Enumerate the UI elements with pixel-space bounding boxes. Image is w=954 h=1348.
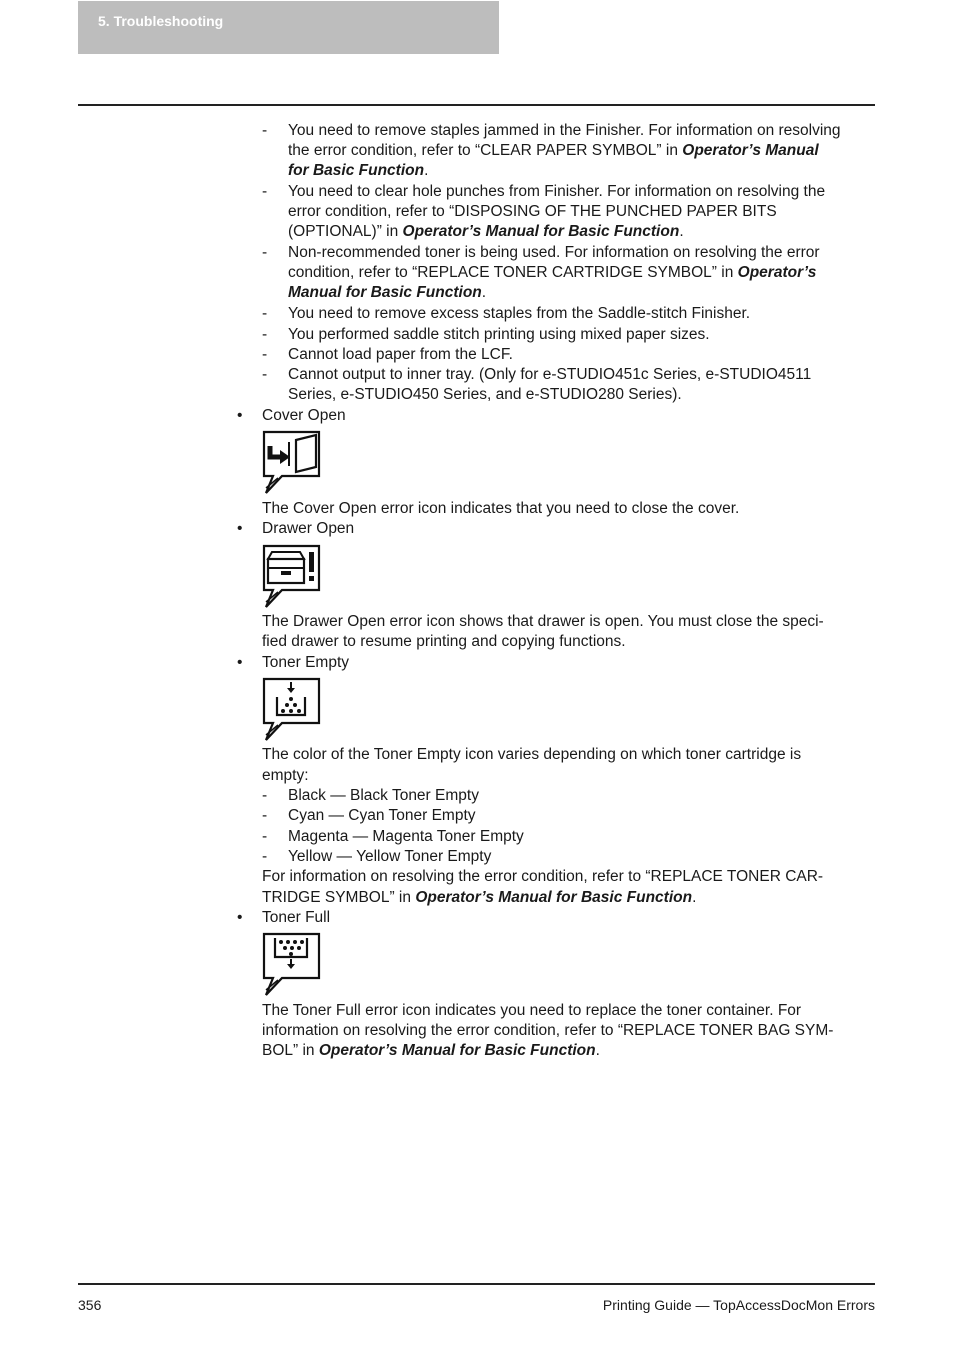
text-run: Series, e-STUDIO450 Series, and e-STUDIO280 Series). [288, 386, 682, 403]
text-run: . [692, 889, 697, 906]
text-run: Cannot load paper from the LCF. [288, 346, 513, 363]
finisher-item-line [288, 263, 816, 283]
text-run: fied drawer to resume printing and copying functions. [262, 633, 626, 650]
dash-marker: - [262, 346, 268, 363]
text-run: information on resolving the error condition, refer to “REPLACE TONER BAG SYM- [262, 1022, 834, 1039]
text-run: the error condition, refer to “CLEAR PAPER SYMBOL” in [288, 142, 683, 159]
text-run: TRIDGE SYMBOL” in [262, 889, 416, 906]
toner-full-icon [262, 932, 322, 998]
finisher-item-line [288, 304, 750, 324]
dash-marker: - [262, 122, 268, 139]
toner-color-item: Black — Black Toner Empty [288, 787, 479, 804]
text-run: The Drawer Open error icon shows that drawer is open. You must close the speci- [262, 613, 824, 630]
dash-marker: - [262, 807, 268, 824]
cover-open-icon [262, 430, 322, 496]
dash-marker: - [262, 848, 268, 865]
manual-reference: Operator’s [737, 264, 817, 281]
description-line [262, 632, 626, 652]
section-title: 5. Troubleshooting [98, 13, 224, 29]
error-title-cover-open: Cover Open [262, 407, 346, 424]
toner-color-item: Yellow — Yellow Toner Empty [288, 848, 492, 865]
description-line [262, 499, 739, 519]
text-run: The Toner Full error icon indicates you need to replace the toner container. For [262, 1002, 802, 1019]
text-run: error condition, refer to “DISPOSING OF THE PUNCHED PAPER BITS [288, 203, 777, 220]
text-run: For information on resolving the error condition, refer to “REPLACE TONER CAR- [262, 868, 824, 885]
error-title-toner-empty: Toner Empty [262, 654, 350, 671]
section-header-tab [78, 1, 499, 54]
text-run: Cannot output to inner tray. (Only for e-STUDIO451c Series, e-STUDIO4511 [288, 366, 812, 383]
text-run: . [679, 223, 684, 240]
bullet-marker: • [237, 407, 243, 424]
toner-color-item: Cyan — Cyan Toner Empty [288, 807, 476, 824]
text-run: You performed saddle stitch printing using mixed paper sizes. [288, 326, 710, 343]
manual-reference: Operator’s Manual for Basic Function [402, 223, 680, 240]
dash-marker: - [262, 366, 268, 383]
description-line [262, 1041, 600, 1061]
finisher-item-line [288, 222, 684, 242]
text-run: BOL” in [262, 1042, 319, 1059]
bullet-marker: • [237, 909, 243, 926]
text-run: You need to remove staples jammed in the Finisher. For information on resolving [288, 122, 841, 139]
toner-color-item: Magenta — Magenta Toner Empty [288, 828, 524, 845]
description-line [262, 1001, 801, 1021]
dash-marker: - [262, 244, 268, 261]
text-run: . [424, 162, 429, 179]
finisher-item-line [288, 283, 486, 303]
manual-reference: Operator’s Manual [682, 142, 819, 159]
description-line [262, 612, 824, 632]
drawer-open-icon [262, 544, 322, 610]
finisher-item-line [288, 345, 513, 365]
description-line [262, 1021, 833, 1041]
text-run: The Cover Open error icon indicates that you need to close the cover. [262, 500, 740, 517]
manual-reference: Operator’s Manual for Basic Function [318, 1042, 596, 1059]
error-title-drawer-open: Drawer Open [262, 520, 355, 537]
manual-reference: Manual for Basic Function [288, 284, 482, 301]
description-line [262, 745, 801, 765]
manual-reference: for Basic Function [288, 162, 425, 179]
finisher-item-line [288, 385, 682, 405]
finisher-item-line [288, 365, 811, 385]
text-run: Non-recommended toner is being used. For information on resolving the error [288, 244, 820, 261]
dash-marker: - [262, 305, 268, 322]
bullet-marker: • [237, 520, 243, 537]
finisher-item-line [288, 121, 841, 141]
finisher-item-line [288, 325, 710, 345]
finisher-item-line [288, 182, 825, 202]
text-run: You need to remove excess staples from the Saddle-stitch Finisher. [288, 305, 751, 322]
bullet-marker: • [237, 654, 243, 671]
text-run: . [595, 1042, 600, 1059]
dash-marker: - [262, 828, 268, 845]
error-title-toner-full: Toner Full [262, 909, 331, 926]
text-run: You need to clear hole punches from Finisher. For information on resolving the [288, 183, 826, 200]
text-run: The color of the Toner Empty icon varies depending on which toner cartridge is [262, 746, 802, 763]
description-line [262, 766, 309, 786]
dash-marker: - [262, 326, 268, 343]
dash-marker: - [262, 183, 268, 200]
description-line [262, 867, 823, 887]
finisher-item-line [288, 202, 777, 222]
guide-title: Printing Guide — TopAccessDocMon Errors [602, 1297, 875, 1313]
text-run: condition, refer to “REPLACE TONER CARTRIDGE SYMBOL” in [288, 264, 738, 281]
dash-marker: - [262, 787, 268, 804]
finisher-item-line [288, 161, 428, 181]
page-number: 356 [78, 1297, 102, 1313]
footer-rule [78, 1283, 875, 1285]
finisher-item-line [288, 141, 819, 161]
text-run: empty: [262, 767, 309, 784]
text-run: . [481, 284, 487, 301]
finisher-item-line [288, 243, 820, 263]
description-line [262, 888, 696, 908]
manual-reference: Operator’s Manual for Basic Function [415, 889, 693, 906]
header-rule [78, 104, 875, 106]
toner-empty-icon [262, 677, 322, 743]
text-run: (OPTIONAL)” in [288, 223, 403, 240]
